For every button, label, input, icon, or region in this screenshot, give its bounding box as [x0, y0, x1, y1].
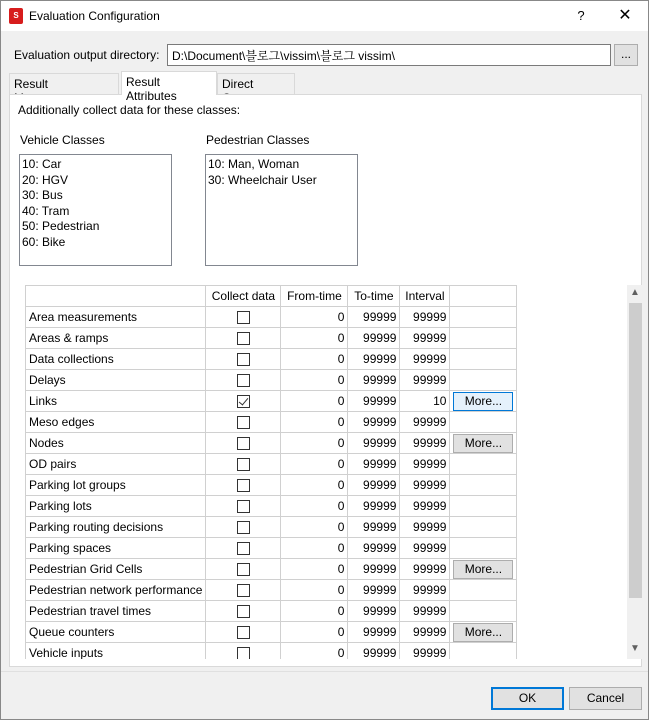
from-time-cell[interactable]: 0: [281, 580, 348, 601]
interval-cell[interactable]: 99999: [400, 412, 450, 433]
row-name: OD pairs: [26, 454, 206, 475]
collect-data-cell: [206, 580, 281, 601]
collect-data-checkbox[interactable]: [237, 311, 250, 324]
scroll-thumb[interactable]: [629, 303, 642, 598]
interval-cell[interactable]: 99999: [400, 517, 450, 538]
collect-data-checkbox[interactable]: [237, 542, 250, 555]
interval-cell[interactable]: 99999: [400, 370, 450, 391]
more-cell: [450, 580, 517, 601]
to-time-cell[interactable]: 99999: [348, 622, 400, 643]
table-row: [26, 433, 517, 454]
row-name: Queue counters: [26, 622, 206, 643]
from-time-cell[interactable]: 0: [281, 475, 348, 496]
close-button[interactable]: ✕: [618, 7, 632, 24]
interval-cell[interactable]: 99999: [400, 601, 450, 622]
collect-data-checkbox[interactable]: [237, 374, 250, 387]
to-time-cell[interactable]: 99999: [348, 643, 400, 660]
collect-data-cell: [206, 349, 281, 370]
to-time-cell[interactable]: 99999: [348, 307, 400, 328]
list-item[interactable]: 60: Bike: [22, 234, 66, 249]
vehicle-classes-heading: Vehicle Classes: [20, 133, 105, 147]
from-time-cell[interactable]: 0: [281, 412, 348, 433]
window-title: Evaluation Configuration: [29, 9, 160, 23]
list-item[interactable]: 10: Man, Woman: [208, 157, 300, 171]
collect-data-checkbox[interactable]: [237, 521, 250, 534]
collect-data-cell: [206, 475, 281, 496]
more-cell: [450, 538, 517, 559]
help-button[interactable]: ?: [577, 8, 585, 23]
interval-cell[interactable]: 10: [400, 391, 450, 412]
to-time-cell[interactable]: 99999: [348, 496, 400, 517]
table-row: [26, 370, 517, 391]
more-cell: [450, 370, 517, 391]
table-row: [26, 559, 517, 580]
table-row: [26, 580, 517, 601]
row-name: Pedestrian network performance: [26, 580, 206, 601]
from-time-cell[interactable]: 0: [281, 496, 348, 517]
collect-data-cell: [206, 559, 281, 580]
interval-cell[interactable]: 99999: [400, 643, 450, 660]
interval-cell[interactable]: 99999: [400, 307, 450, 328]
collect-data-checkbox[interactable]: [237, 647, 250, 659]
more-cell: [450, 454, 517, 475]
more-button[interactable]: More...: [453, 560, 513, 579]
row-name: Parking lot groups: [26, 475, 206, 496]
table-row: [26, 412, 517, 433]
interval-cell[interactable]: 99999: [400, 580, 450, 601]
to-time-cell[interactable]: 99999: [348, 433, 400, 454]
collect-data-cell: [206, 412, 281, 433]
table-row: [26, 601, 517, 622]
more-cell: [450, 475, 517, 496]
more-cell: [450, 601, 517, 622]
attributes-table: [25, 285, 517, 659]
collect-data-cell: [206, 391, 281, 412]
footer-divider: [1, 671, 648, 672]
tab-direct-output[interactable]: Direct: [217, 73, 295, 94]
list-item[interactable]: 20: HGV: [22, 172, 69, 187]
row-name: Data collections: [26, 349, 206, 370]
table-row: [26, 475, 517, 496]
collect-data-cell: [206, 307, 281, 328]
collect-data-cell: [206, 517, 281, 538]
from-time-cell[interactable]: 0: [281, 517, 348, 538]
output-directory-label: Evaluation output directory:: [14, 48, 160, 62]
from-time-cell[interactable]: 0: [281, 328, 348, 349]
collect-data-cell: [206, 601, 281, 622]
from-time-cell[interactable]: 0: [281, 391, 348, 412]
from-time-cell[interactable]: 0: [281, 349, 348, 370]
collect-data-checkbox[interactable]: [237, 605, 250, 618]
more-cell: [450, 307, 517, 328]
table-row: [26, 496, 517, 517]
table-row: [26, 307, 517, 328]
more-cell: [450, 328, 517, 349]
row-name: Meso edges: [26, 412, 206, 433]
cancel-button-label: Cancel: [586, 691, 625, 705]
pedestrian-classes-list[interactable]: [205, 154, 358, 266]
row-name: Pedestrian Grid Cells: [26, 559, 206, 580]
table-row: [26, 517, 517, 538]
tab-result-attributes[interactable]: Result Attributes: [121, 71, 217, 95]
collect-classes-intro: Additionally collect data for these classes:: [18, 103, 241, 117]
column-header-name: [26, 286, 206, 307]
from-time-cell[interactable]: 0: [281, 601, 348, 622]
list-item[interactable]: 30: Wheelchair User: [208, 172, 317, 187]
vehicle-classes-list[interactable]: [19, 154, 172, 266]
interval-cell[interactable]: 99999: [400, 328, 450, 349]
row-name: Parking routing decisions: [26, 517, 206, 538]
table-row: [26, 622, 517, 643]
row-name: Areas & ramps: [26, 328, 206, 349]
collect-data-checkbox[interactable]: [237, 332, 250, 345]
row-name: Vehicle inputs: [26, 643, 206, 660]
to-time-cell[interactable]: 99999: [348, 412, 400, 433]
more-button[interactable]: More...: [453, 434, 513, 453]
collect-data-checkbox[interactable]: [237, 353, 250, 366]
from-time-cell[interactable]: 0: [281, 307, 348, 328]
row-name: Links: [26, 391, 206, 412]
column-header-more: [450, 286, 517, 307]
collect-data-cell: [206, 370, 281, 391]
more-cell: [450, 517, 517, 538]
collect-data-cell: [206, 328, 281, 349]
column-header-from-time: From-time: [281, 286, 348, 307]
from-time-cell[interactable]: 0: [281, 559, 348, 580]
from-time-cell[interactable]: 0: [281, 454, 348, 475]
to-time-cell[interactable]: 99999: [348, 538, 400, 559]
collect-data-checkbox[interactable]: [237, 500, 250, 513]
table-row: [26, 328, 517, 349]
tab-result-management[interactable]: Result: [9, 73, 119, 94]
row-name: Area measurements: [26, 307, 206, 328]
table-row: [26, 349, 517, 370]
interval-cell[interactable]: 99999: [400, 454, 450, 475]
scroll-down-icon[interactable]: ▼: [630, 643, 640, 654]
more-cell: [450, 412, 517, 433]
title-bar: [1, 1, 648, 31]
interval-cell[interactable]: 99999: [400, 538, 450, 559]
to-time-cell[interactable]: 99999: [348, 349, 400, 370]
table-row: [26, 391, 517, 412]
interval-cell[interactable]: 99999: [400, 349, 450, 370]
to-time-cell[interactable]: 99999: [348, 517, 400, 538]
row-name: Nodes: [26, 433, 206, 454]
collect-data-checkbox[interactable]: [237, 626, 250, 639]
collect-data-checkbox[interactable]: [237, 416, 250, 429]
from-time-cell[interactable]: 0: [281, 622, 348, 643]
from-time-cell[interactable]: 0: [281, 433, 348, 454]
collect-data-checkbox[interactable]: [237, 584, 250, 597]
list-item[interactable]: 30: Bus: [22, 188, 63, 203]
table-header-row: [26, 286, 517, 307]
to-time-cell[interactable]: 99999: [348, 475, 400, 496]
list-item[interactable]: 10: Car: [22, 157, 62, 171]
more-cell: [450, 622, 517, 643]
list-item[interactable]: 40: Tram: [22, 203, 70, 218]
collect-data-cell: [206, 622, 281, 643]
scroll-up-icon[interactable]: ▲: [630, 287, 640, 298]
more-cell: [450, 391, 517, 412]
collect-data-cell: [206, 643, 281, 660]
ok-button[interactable]: [491, 687, 564, 710]
collect-data-cell: [206, 538, 281, 559]
to-time-cell[interactable]: 99999: [348, 391, 400, 412]
column-header-to-time: To-time: [348, 286, 400, 307]
result-attributes-grid: [18, 285, 635, 659]
to-time-cell[interactable]: 99999: [348, 559, 400, 580]
ok-button-label: OK: [518, 691, 537, 705]
more-cell: [450, 643, 517, 660]
to-time-cell[interactable]: 99999: [348, 580, 400, 601]
list-item[interactable]: 50: Pedestrian: [22, 219, 100, 234]
collect-data-checkbox[interactable]: [237, 458, 250, 471]
more-cell: [450, 496, 517, 517]
from-time-cell[interactable]: 0: [281, 370, 348, 391]
table-row: [26, 538, 517, 559]
interval-cell[interactable]: 99999: [400, 433, 450, 454]
to-time-cell[interactable]: 99999: [348, 370, 400, 391]
collect-data-checkbox[interactable]: [237, 479, 250, 492]
interval-cell[interactable]: 99999: [400, 496, 450, 517]
more-cell: [450, 433, 517, 454]
pedestrian-classes-heading: Pedestrian Classes: [206, 133, 310, 147]
collect-data-checkbox[interactable]: [237, 563, 250, 576]
grid-scrollbar[interactable]: [627, 285, 643, 659]
table-row: [26, 454, 517, 475]
to-time-cell[interactable]: 99999: [348, 601, 400, 622]
collect-data-cell: [206, 496, 281, 517]
from-time-cell[interactable]: 0: [281, 643, 348, 660]
table-body: [26, 307, 517, 660]
to-time-cell[interactable]: 99999: [348, 328, 400, 349]
collect-data-checkbox[interactable]: [237, 437, 250, 450]
output-directory-input[interactable]: [167, 44, 611, 66]
collect-data-cell: [206, 433, 281, 454]
column-header-collect-data: Collect data: [206, 286, 281, 307]
interval-cell[interactable]: 99999: [400, 475, 450, 496]
more-cell: [450, 349, 517, 370]
from-time-cell[interactable]: 0: [281, 538, 348, 559]
more-button[interactable]: More...: [453, 392, 513, 411]
cancel-button[interactable]: [569, 687, 642, 710]
row-name: Delays: [26, 370, 206, 391]
column-header-interval: Interval: [400, 286, 450, 307]
more-cell: [450, 559, 517, 580]
collect-data-checkbox[interactable]: [237, 395, 250, 408]
row-name: Parking lots: [26, 496, 206, 517]
row-name: Pedestrian travel times: [26, 601, 206, 622]
collect-data-cell: [206, 454, 281, 475]
row-name: Parking spaces: [26, 538, 206, 559]
interval-cell[interactable]: 99999: [400, 559, 450, 580]
more-button[interactable]: More...: [453, 623, 513, 642]
app-icon: S: [9, 8, 23, 24]
result-attributes-pane: [9, 94, 642, 667]
table-row: [26, 643, 517, 660]
browse-button[interactable]: ...: [614, 44, 638, 66]
to-time-cell[interactable]: 99999: [348, 454, 400, 475]
interval-cell[interactable]: 99999: [400, 622, 450, 643]
